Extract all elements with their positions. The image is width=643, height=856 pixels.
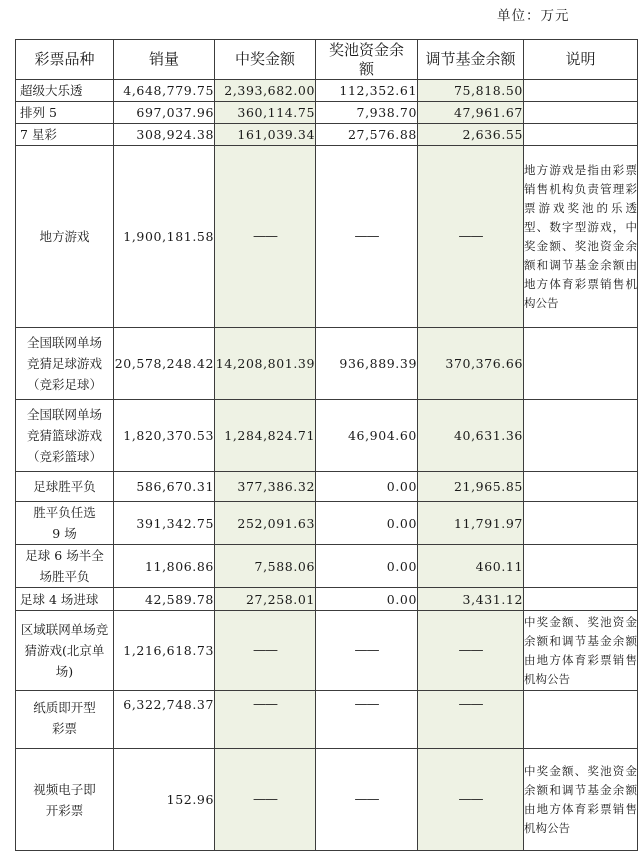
- row-note: 地方游戏是指由彩票销售机构负责管理彩票游戏奖池的乐透型、数字型游戏，中奖金额、奖池资金余额和调节基金余额由地方体育彩票销售机构公告: [524, 146, 638, 328]
- row-name: 足球胜平负: [16, 472, 114, 502]
- table-row: [16, 80, 638, 102]
- row-name: 全国联网单场竞猜篮球游戏（竞彩篮球）: [16, 400, 114, 472]
- row-fund: 47,961.67: [418, 102, 524, 124]
- row-sales: 308,924.38: [114, 124, 215, 146]
- row-sales: 6,322,748.37: [114, 691, 215, 749]
- row-name: 排列 5: [16, 102, 114, 124]
- row-pool: 27,576.88: [316, 124, 418, 146]
- row-fund: ——: [418, 749, 524, 851]
- row-prize: 14,208,801.39: [215, 328, 316, 400]
- table-row: [16, 691, 638, 749]
- row-note: [524, 502, 638, 545]
- row-note: [524, 328, 638, 400]
- header-sales: 销量: [114, 40, 215, 80]
- row-pool: 0.00: [316, 502, 418, 545]
- row-prize: ——: [215, 691, 316, 749]
- row-prize: ——: [215, 749, 316, 851]
- row-prize: 2,393,682.00: [215, 80, 316, 102]
- row-sales: 391,342.75: [114, 502, 215, 545]
- row-note: [524, 472, 638, 502]
- row-pool: ——: [316, 749, 418, 851]
- row-note: [524, 545, 638, 588]
- table-row: [16, 400, 638, 472]
- row-sales: 697,037.96: [114, 102, 215, 124]
- row-sales: 586,670.31: [114, 472, 215, 502]
- row-pool: 0.00: [316, 545, 418, 588]
- header-lottery-type: 彩票品种: [16, 40, 114, 80]
- row-fund: 21,965.85: [418, 472, 524, 502]
- row-sales: 11,806.86: [114, 545, 215, 588]
- row-pool: ——: [316, 691, 418, 749]
- header-adjustment-fund: 调节基金余额: [418, 40, 524, 80]
- row-prize: 161,039.34: [215, 124, 316, 146]
- row-name: 纸质即开型彩票: [16, 691, 114, 749]
- row-prize: 7,588.06: [215, 545, 316, 588]
- lottery-sales-table: [15, 39, 638, 851]
- row-name: 足球 4 场进球: [16, 588, 114, 611]
- table-row: [16, 146, 638, 328]
- row-fund: 3,431.12: [418, 588, 524, 611]
- row-prize: 27,258.01: [215, 588, 316, 611]
- row-name: 超级大乐透: [16, 80, 114, 102]
- row-pool: 0.00: [316, 472, 418, 502]
- header-notes: 说明: [524, 40, 638, 80]
- row-fund: 11,791.97: [418, 502, 524, 545]
- table-row: [16, 472, 638, 502]
- row-pool: 936,889.39: [316, 328, 418, 400]
- table-row: [16, 545, 638, 588]
- row-note: 中奖金额、奖池资金余额和调节基金余额由地方体育彩票销售机构公告: [524, 611, 638, 691]
- row-prize: 377,386.32: [215, 472, 316, 502]
- row-pool: ——: [316, 146, 418, 328]
- row-fund: 460.11: [418, 545, 524, 588]
- row-note: [524, 80, 638, 102]
- row-fund: ——: [418, 146, 524, 328]
- table-row: [16, 102, 638, 124]
- row-name: 视频电子即开彩票: [16, 749, 114, 851]
- row-pool: 0.00: [316, 588, 418, 611]
- row-fund: 370,376.66: [418, 328, 524, 400]
- row-prize: 1,284,824.71: [215, 400, 316, 472]
- row-fund: 40,631.36: [418, 400, 524, 472]
- row-name: 7 星彩: [16, 124, 114, 146]
- row-pool: 46,904.60: [316, 400, 418, 472]
- row-sales: 4,648,779.75: [114, 80, 215, 102]
- header-prize-amount: 中奖金额: [215, 40, 316, 80]
- unit-label: 单位：万元: [497, 8, 570, 24]
- header-row: [16, 40, 638, 80]
- row-sales: 152.96: [114, 749, 215, 851]
- row-prize: ——: [215, 611, 316, 691]
- row-fund: ——: [418, 611, 524, 691]
- row-sales: 1,820,370.53: [114, 400, 215, 472]
- table-row: [16, 611, 638, 691]
- table-row: [16, 328, 638, 400]
- table-row: [16, 749, 638, 851]
- row-fund: ——: [418, 691, 524, 749]
- table-row: [16, 588, 638, 611]
- row-note: 中奖金额、奖池资金余额和调节基金余额由地方体育彩票销售机构公告: [524, 749, 638, 851]
- row-sales: 1,216,618.73: [114, 611, 215, 691]
- row-note: [524, 124, 638, 146]
- row-name: 区域联网单场竞猜游戏(北京单场): [16, 611, 114, 691]
- row-note: [524, 400, 638, 472]
- row-prize: 252,091.63: [215, 502, 316, 545]
- row-name: 足球 6 场半全场胜平负: [16, 545, 114, 588]
- row-note: [524, 691, 638, 749]
- row-fund: 2,636.55: [418, 124, 524, 146]
- row-fund: 75,818.50: [418, 80, 524, 102]
- row-sales: 1,900,181.58: [114, 146, 215, 328]
- row-sales: 42,589.78: [114, 588, 215, 611]
- row-sales: 20,578,248.42: [114, 328, 215, 400]
- row-note: [524, 588, 638, 611]
- row-note: [524, 102, 638, 124]
- row-name: 全国联网单场竞猜足球游戏（竞彩足球）: [16, 328, 114, 400]
- row-pool: 112,352.61: [316, 80, 418, 102]
- table-row: [16, 502, 638, 545]
- row-prize: 360,114.75: [215, 102, 316, 124]
- table-row: [16, 124, 638, 146]
- row-prize: ——: [215, 146, 316, 328]
- row-pool: ——: [316, 611, 418, 691]
- row-name: 胜平负任选 9 场: [16, 502, 114, 545]
- header-pool-balance: 奖池资金余额: [316, 40, 418, 80]
- row-pool: 7,938.70: [316, 102, 418, 124]
- row-name: 地方游戏: [16, 146, 114, 328]
